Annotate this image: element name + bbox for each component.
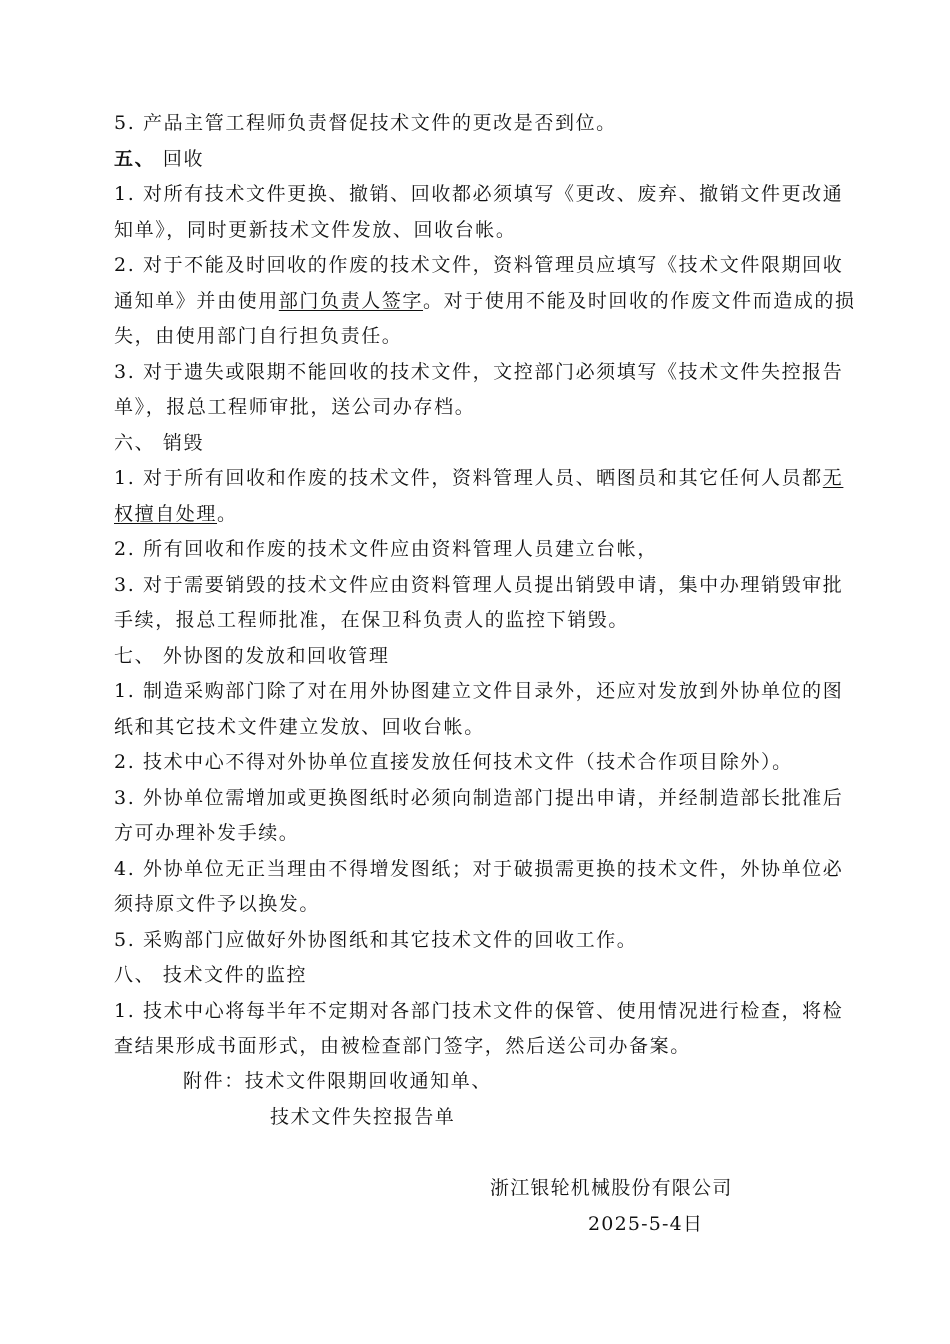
text-segment: 。	[217, 502, 238, 525]
section-heading-destroy	[114, 426, 859, 462]
paragraph-destroy-1	[114, 461, 859, 532]
attachment-line-1: 附件：技术文件限期回收通知单、	[183, 1070, 493, 1092]
paragraph-outsourcing-4: 4. 外协单位无正当理由不得增发图纸；对于破损需更换的技术文件，外协单位必须持原文件予以换发。	[114, 857, 844, 915]
text-segment: 。对于使用不能及时回收的作废文件而造成的损失，由使用部门自行担负责任。	[114, 289, 856, 347]
section-number: 七、	[114, 644, 156, 667]
paragraph-item-5: 5. 产品主管工程师负责督促技术文件的更改是否到位。	[114, 112, 617, 134]
underlined-text: 无权擅自处理	[114, 467, 844, 525]
section-number: 五、	[114, 147, 156, 170]
paragraph-monitoring-1: 1. 技术中心将每半年不定期对各部门技术文件的保管、使用情况进行检查，将检查结果形成书面形式，由被检查部门签字，然后送公司办备案。	[114, 999, 844, 1057]
section-heading-recycle	[114, 142, 859, 178]
paragraph-recycle-1: 1. 对所有技术文件更换、撤销、回收都必须填写《更改、废弃、撤销文件更改通知单》，同时更新技术文件发放、回收台帐。	[114, 183, 844, 241]
attachment-line-2: 技术文件失控报告单	[270, 1106, 456, 1128]
paragraph-outsourcing-1: 1. 制造采购部门除了对在用外协图建立文件目录外，还应对发放到外协单位的图纸和其它技术文件建立发放、回收台帐。	[114, 680, 844, 738]
document-date: 2025-5-4日	[588, 1213, 704, 1235]
section-heading-outsourcing	[114, 639, 859, 675]
text-segment: 1. 对于所有回收和作废的技术文件，资料管理人员、晒图员和其它任何人员都	[114, 467, 823, 489]
paragraph-outsourcing-5: 5. 采购部门应做好外协图纸和其它技术文件的回收工作。	[114, 928, 638, 951]
paragraph-destroy-3: 3. 对于需要销毁的技术文件应由资料管理人员提出销毁申请，集中办理销毁审批手续，报总工程师批准，在保卫科负责人的监控下销毁。	[114, 573, 844, 631]
document-body	[114, 106, 859, 1065]
company-name: 浙江银轮机械股份有限公司	[490, 1177, 733, 1199]
paragraph-recycle-2	[114, 248, 859, 355]
section-heading-monitoring	[114, 958, 859, 994]
section-title: 技术文件的监控	[155, 964, 308, 986]
paragraph-outsourcing-2: 2. 技术中心不得对外协单位直接发放任何技术文件（技术合作项目除外）。	[114, 751, 793, 773]
section-title: 回收	[155, 147, 205, 170]
section-number: 六、	[114, 431, 156, 454]
section-title: 销毁	[155, 431, 205, 454]
paragraph-recycle-3: 3. 对于遗失或限期不能回收的技术文件，文控部门必须填写《技术文件失控报告单》，报总工程师审批，送公司办存档。	[114, 360, 844, 418]
text-segment: 2. 对于不能及时回收的作废的技术文件，资料管理员应填写《技术文件限期回收通知单》并由使用	[114, 254, 844, 312]
paragraph-outsourcing-3: 3. 外协单位需增加或更换图纸时必须向制造部门提出申请，并经制造部长批准后方可办理补发手续。	[114, 786, 844, 844]
section-number: 八、	[114, 964, 156, 986]
section-title: 外协图的发放和回收管理	[155, 644, 390, 667]
paragraph-destroy-2: 2. 所有回收和作废的技术文件应由资料管理人员建立台帐，	[114, 538, 658, 560]
underlined-text: 部门负责人签字	[278, 289, 424, 312]
